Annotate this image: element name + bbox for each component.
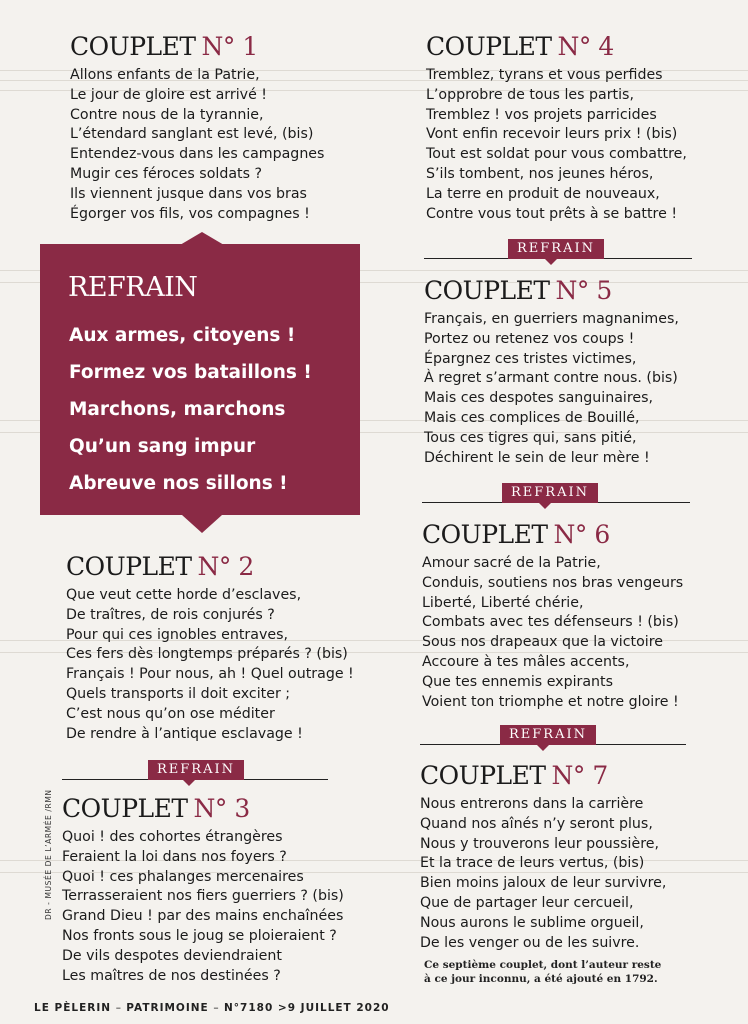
verse-line: C’est nous qu’on ose méditer [66,705,275,722]
verse-line: Quels transports il doit exciter ; [66,685,291,702]
verse-line: Que de partager leur cercueil, [420,894,634,911]
couplet-title [426,32,687,62]
couplet-word: COUPLET [426,32,552,61]
verse-line: Voient ton triomphe et notre gloire ! [422,693,679,710]
footer-dash: – [213,1002,224,1014]
separator-notch [538,502,552,509]
couplet-number: N° 6 [553,520,610,549]
verse-line: Que tes ennemis expirants [422,673,613,690]
verse-line: Accoure à tes mâles accents, [422,653,630,670]
verse-line: Contre nous de la tyrannie, [70,106,264,123]
couplet-word: COUPLET [422,520,548,549]
verse-line: Grand Dieu ! par des mains enchaînées [62,908,344,925]
couplet-title [66,552,354,582]
verse-line: Nous y trouverons leur poussière, [420,835,659,852]
verse-line: Français, en guerriers magnanimes, [424,311,679,327]
verse-line: Et la trace de leurs vertus, (bis) [420,855,645,872]
verse-line: Tous ces tigres qui, sans pitié, [424,429,637,446]
verse-line: Combats avec tes défenseurs ! (bis) [422,614,679,631]
refrain-line: Formez vos bataillons ! [69,362,312,383]
couplet-6 [422,520,683,712]
verse-line: Liberté, Liberté chérie, [422,594,584,611]
photo-credit: DR - MUSÉE DE L’ARMÉE /RMN [44,789,53,920]
refrain-label: REFRAIN [508,239,604,259]
verse-line: Allons enfants de la Patrie, [70,67,260,83]
refrain-pointer-top [180,232,224,245]
couplet-number: N° 5 [555,276,612,305]
verse-line: Conduis, soutiens nos bras vengeurs [422,574,684,591]
publication-name: LE PÈLERIN [34,1002,112,1014]
verse-line: Français ! Pour nous, ah ! Quel outrage ! [66,666,354,683]
refrain-pointer-bottom [182,515,222,533]
separator-notch [536,744,550,751]
verse-line: Quand nos aînés n’y seront plus, [420,815,653,832]
couplet-number: N° 3 [193,794,250,823]
couplet-number: N° 4 [557,32,614,61]
couplet-title [70,32,324,62]
verse-line: Vont enfin recevoir leurs prix ! (bis) [426,126,678,143]
verse-line: Feraient la loi dans nos foyers ? [62,848,287,865]
verse-line: Épargnez ces tristes victimes, [424,350,637,367]
refrain-line: Aux armes, citoyens ! [69,325,296,346]
couplet-2 [66,552,354,744]
verse-line: Tremblez, tyrans et vous perfides [426,67,663,83]
verse-line: Sous nos drapeaux que la victoire [422,634,663,651]
verse-line: Nous entrerons dans la carrière [420,796,644,812]
footnote-line: à ce jour inconnu, a été ajouté en 1792. [424,973,658,985]
refrain-label: REFRAIN [502,483,598,503]
separator-notch [182,779,196,786]
verse-line: Portez ou retenez vos coups ! [424,330,635,347]
couplet-number: N° 7 [551,761,608,790]
couplet-title [422,520,683,550]
verse-line: Nos fronts sous le joug se ploieraient ? [62,927,337,944]
verse-line: Le jour de gloire est arrivé ! [70,86,267,103]
couplet-word: COUPLET [66,552,192,581]
couplet-3 [62,794,344,986]
verse-line: L’étendard sanglant est levé, (bis) [70,126,314,143]
verse-line: S’ils tombent, nos jeunes héros, [426,165,654,182]
verse-line: La terre en produit de nouveaux, [426,185,660,202]
couplet-number: N° 1 [201,32,258,61]
verse-line: Amour sacré de la Patrie, [422,555,601,571]
refrain-label: REFRAIN [500,725,596,745]
verse-line: À regret s’armant contre nous. (bis) [424,370,678,387]
verse-line: Ils viennent jusque dans vos bras [70,185,307,202]
verse-line: De les venger ou de les suivre. [420,934,640,951]
couplet-title [420,761,666,791]
verse-line: Quoi ! des cohortes étrangères [62,829,283,845]
refrain-line: Abreuve nos sillons ! [69,473,288,494]
verse-line: De rendre à l’antique esclavage ! [66,725,303,742]
couplet-title [62,794,344,824]
refrain-separator [422,483,690,505]
couplet-title [424,276,679,306]
page-footer [34,1002,390,1014]
verse-line: Les maîtres de nos destinées ? [62,967,281,984]
verse-line: Tout est soldat pour vous combattre, [426,146,687,163]
couplet-word: COUPLET [70,32,196,61]
couplet-4 [426,32,687,224]
verse-line: L’opprobre de tous les partis, [426,86,634,103]
couplet-word: COUPLET [62,794,188,823]
verse-line: Entendez-vous dans les campagnes [70,146,325,163]
refrain-separator [62,760,328,782]
couplet-word: COUPLET [424,276,550,305]
verse-line: Que veut cette horde d’esclaves, [66,587,302,603]
refrain-separator [424,239,692,261]
verse-line: De traîtres, de rois conjurés ? [66,606,275,623]
section-name: PATRIMOINE [126,1002,209,1014]
refrain-label: REFRAIN [148,760,244,780]
refrain-line: Qu’un sang impur [69,436,256,457]
verse-line: Égorger vos fils, vos compagnes ! [70,205,310,222]
verse-line: Tremblez ! vos projets parricides [426,106,657,123]
verse-line: De vils despotes deviendraient [62,947,282,964]
refrain-title: REFRAIN [68,272,198,303]
verse-line: Pour qui ces ignobles entraves, [66,626,288,643]
couplet-number: N° 2 [197,552,254,581]
verse-line: Mais ces complices de Bouillé, [424,409,640,426]
verse-line: Contre vous tout prêts à se battre ! [426,205,678,222]
footnote-line: Ce septième couplet, dont l’auteur reste [424,959,662,971]
verse-line: Nous aurons le sublime orgueil, [420,914,644,931]
verse-line: Terrasseraient nos fiers guerriers ? (bis) [62,888,344,905]
refrain-separator [420,725,686,747]
verse-line: Déchirent le sein de leur mère ! [424,449,650,466]
couplet-word: COUPLET [420,761,546,790]
refrain-line: Marchons, marchons [69,399,286,420]
refrain-box [40,244,360,515]
issue-info: N°7180 >9 JUILLET 2020 [223,1002,390,1014]
verse-line: Mugir ces féroces soldats ? [70,165,263,182]
verse-line: Mais ces despotes sanguinaires, [424,390,654,407]
verse-line: Bien moins jaloux de leur survivre, [420,875,667,892]
couplet-7 [420,761,666,953]
footer-dash: – [115,1002,127,1014]
footnote [424,958,661,986]
couplet-5 [424,276,679,468]
verse-line: Ces fers dès longtemps préparés ? (bis) [66,646,348,663]
couplet-1 [70,32,324,224]
separator-notch [544,258,558,265]
verse-line: Quoi ! ces phalanges mercenaires [62,868,304,885]
